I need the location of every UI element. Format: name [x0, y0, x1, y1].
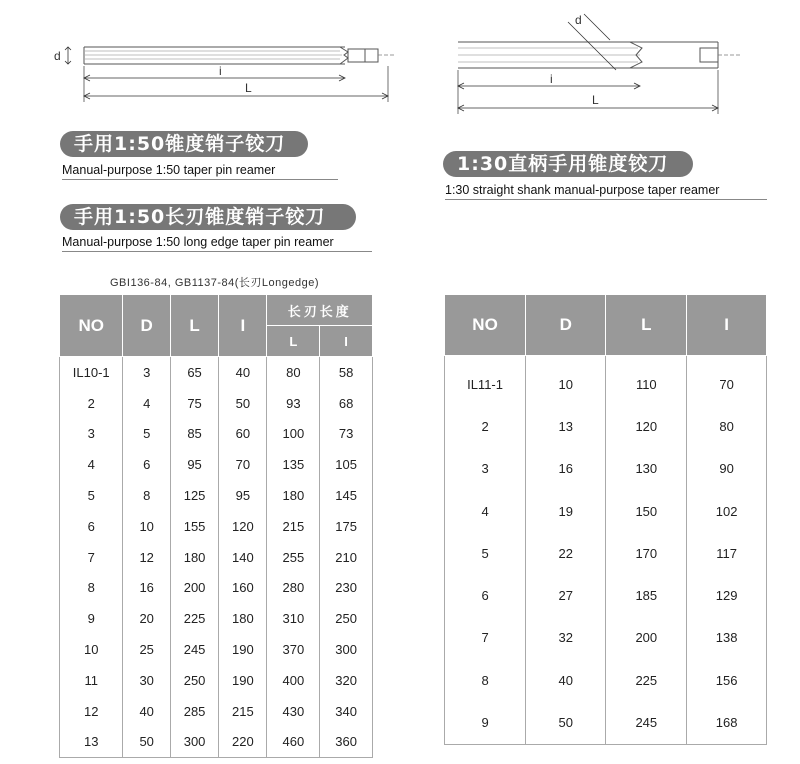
- left-drawing-d-label: d: [54, 49, 61, 63]
- table-cell: 168: [687, 701, 767, 744]
- table-cell: 40: [123, 696, 171, 727]
- left-title1-english: Manual-purpose 1:50 taper pin reamer: [62, 163, 338, 180]
- col-header-i: I: [687, 295, 767, 356]
- table-cell: 102: [687, 490, 767, 532]
- table-cell: 105: [320, 449, 373, 480]
- col-subheader-l: L: [267, 326, 320, 357]
- table-row: [60, 573, 373, 604]
- table-cell: 16: [123, 573, 171, 604]
- table-row: [445, 448, 767, 490]
- table-cell: 10: [123, 511, 171, 542]
- table-row: [60, 634, 373, 665]
- table-cell: 150: [606, 490, 687, 532]
- table-cell: 117: [687, 532, 767, 574]
- left-drawing-i-label: i: [219, 64, 222, 78]
- table-cell: 13: [60, 727, 123, 758]
- table-row: [60, 357, 373, 388]
- table-cell: 10: [60, 634, 123, 665]
- table-cell: 300: [320, 634, 373, 665]
- table-row: [445, 617, 767, 659]
- table-cell: 95: [170, 449, 218, 480]
- table-cell: 190: [219, 634, 267, 665]
- table-cell: 95: [219, 480, 267, 511]
- table-cell: 145: [320, 480, 373, 511]
- table-cell: 110: [606, 356, 687, 406]
- col-header-no: NO: [445, 295, 526, 356]
- table-cell: 4: [445, 490, 526, 532]
- table-cell: 340: [320, 696, 373, 727]
- table-cell: 3: [123, 357, 171, 388]
- table-cell: 5: [123, 419, 171, 450]
- table-cell: 245: [606, 701, 687, 744]
- table-cell: 200: [170, 573, 218, 604]
- table-cell: 73: [320, 419, 373, 450]
- table-cell: 5: [445, 532, 526, 574]
- table-cell: 360: [320, 727, 373, 758]
- table-cell: 245: [170, 634, 218, 665]
- table-cell: 5: [60, 480, 123, 511]
- table-cell: 300: [170, 727, 218, 758]
- standard-note: GBI136-84, GB1137-84(长刃Longedge): [110, 277, 320, 289]
- table-cell: 70: [687, 356, 767, 406]
- table-cell: 180: [170, 542, 218, 573]
- table-row: [445, 532, 767, 574]
- col-header-l: L: [606, 295, 687, 356]
- table-row: [60, 727, 373, 758]
- table-row: [445, 490, 767, 532]
- table-cell: 460: [267, 727, 320, 758]
- col-header-no: NO: [60, 295, 123, 357]
- table-cell: 50: [219, 388, 267, 419]
- right-reamer-drawing: [450, 8, 770, 122]
- table-cell: 200: [606, 617, 687, 659]
- table-cell: 68: [320, 388, 373, 419]
- table-cell: 138: [687, 617, 767, 659]
- table-cell: 190: [219, 665, 267, 696]
- table-cell: 100: [267, 419, 320, 450]
- table-cell: 215: [219, 696, 267, 727]
- right-spec-table: [444, 294, 767, 745]
- table-cell: 50: [123, 727, 171, 758]
- table-cell: 180: [267, 480, 320, 511]
- table-cell: 250: [320, 603, 373, 634]
- col-header-i: I: [219, 295, 267, 357]
- table-row: [60, 542, 373, 573]
- table-cell: 225: [170, 603, 218, 634]
- col-header-d: D: [526, 295, 606, 356]
- table-cell: 19: [526, 490, 606, 532]
- table-cell: 6: [445, 574, 526, 616]
- table-cell: IL10-1: [60, 357, 123, 388]
- table-cell: 90: [687, 448, 767, 490]
- table-cell: 6: [123, 449, 171, 480]
- table-row: [60, 388, 373, 419]
- table-cell: 6: [60, 511, 123, 542]
- table-cell: 3: [60, 419, 123, 450]
- table-cell: 156: [687, 659, 767, 701]
- table-cell: 225: [606, 659, 687, 701]
- table-cell: 7: [60, 542, 123, 573]
- table-cell: 140: [219, 542, 267, 573]
- table-cell: 4: [60, 449, 123, 480]
- table-cell: 12: [123, 542, 171, 573]
- table-row: [445, 405, 767, 447]
- table-row: [60, 603, 373, 634]
- table-cell: 175: [320, 511, 373, 542]
- table-cell: 27: [526, 574, 606, 616]
- table-cell: 400: [267, 665, 320, 696]
- table-cell: 285: [170, 696, 218, 727]
- right-title-english: 1:30 straight shank manual-purpose taper reamer: [445, 183, 767, 200]
- table-cell: 58: [320, 357, 373, 388]
- table-cell: 160: [219, 573, 267, 604]
- table-cell: 40: [219, 357, 267, 388]
- table-cell: 9: [60, 603, 123, 634]
- right-title-banner: 1:30直柄手用锥度铰刀: [443, 151, 693, 177]
- table-row: [60, 696, 373, 727]
- table-cell: IL11-1: [445, 356, 526, 406]
- right-drawing-d-label: d: [575, 13, 582, 27]
- table-cell: 220: [219, 727, 267, 758]
- table-cell: 65: [170, 357, 218, 388]
- left-spec-table: [59, 294, 373, 758]
- table-cell: 9: [445, 701, 526, 744]
- table-row: [445, 356, 767, 406]
- table-cell: 22: [526, 532, 606, 574]
- left-title2-english: Manual-purpose 1:50 long edge taper pin reamer: [62, 235, 372, 252]
- table-cell: 120: [219, 511, 267, 542]
- table-cell: 320: [320, 665, 373, 696]
- left-reamer-drawing: [40, 30, 400, 114]
- table-cell: 8: [60, 573, 123, 604]
- table-cell: 75: [170, 388, 218, 419]
- table-cell: 80: [267, 357, 320, 388]
- table-cell: 430: [267, 696, 320, 727]
- table-cell: 135: [267, 449, 320, 480]
- table-cell: 250: [170, 665, 218, 696]
- table-cell: 210: [320, 542, 373, 573]
- table-cell: 310: [267, 603, 320, 634]
- table-cell: 93: [267, 388, 320, 419]
- table-cell: 30: [123, 665, 171, 696]
- table-cell: 8: [445, 659, 526, 701]
- left-title1-banner: 手用1:50锥度销子铰刀: [60, 131, 308, 157]
- table-cell: 3: [445, 448, 526, 490]
- table-row: [445, 659, 767, 701]
- table-cell: 70: [219, 449, 267, 480]
- table-cell: 25: [123, 634, 171, 665]
- col-header-d: D: [123, 295, 171, 357]
- col-header-long-edge-length: 长刃长度: [267, 295, 373, 326]
- table-cell: 20: [123, 603, 171, 634]
- table-cell: 280: [267, 573, 320, 604]
- table-cell: 85: [170, 419, 218, 450]
- table-cell: 2: [60, 388, 123, 419]
- table-cell: 215: [267, 511, 320, 542]
- table-row: [445, 701, 767, 744]
- table-cell: 16: [526, 448, 606, 490]
- right-drawing-i-label: i: [550, 72, 553, 86]
- right-drawing-L-label: L: [592, 93, 599, 107]
- table-cell: 50: [526, 701, 606, 744]
- table-cell: 255: [267, 542, 320, 573]
- table-cell: 13: [526, 405, 606, 447]
- table-cell: 125: [170, 480, 218, 511]
- table-cell: 4: [123, 388, 171, 419]
- table-cell: 10: [526, 356, 606, 406]
- table-cell: 32: [526, 617, 606, 659]
- table-row: [60, 449, 373, 480]
- table-cell: 60: [219, 419, 267, 450]
- table-cell: 8: [123, 480, 171, 511]
- table-cell: 40: [526, 659, 606, 701]
- left-title2-banner: 手用1:50长刃锥度销子铰刀: [60, 204, 356, 230]
- table-cell: 129: [687, 574, 767, 616]
- table-cell: 155: [170, 511, 218, 542]
- table-row: [60, 480, 373, 511]
- table-row: [445, 574, 767, 616]
- left-drawing-L-label: L: [245, 81, 252, 95]
- table-cell: 185: [606, 574, 687, 616]
- table-cell: 180: [219, 603, 267, 634]
- table-row: [60, 511, 373, 542]
- table-cell: 230: [320, 573, 373, 604]
- table-cell: 12: [60, 696, 123, 727]
- table-cell: 370: [267, 634, 320, 665]
- table-cell: 11: [60, 665, 123, 696]
- col-header-l: L: [170, 295, 218, 357]
- table-row: [60, 419, 373, 450]
- table-cell: 80: [687, 405, 767, 447]
- table-cell: 120: [606, 405, 687, 447]
- table-cell: 7: [445, 617, 526, 659]
- table-row: [60, 665, 373, 696]
- table-cell: 170: [606, 532, 687, 574]
- table-cell: 130: [606, 448, 687, 490]
- col-subheader-i: I: [320, 326, 373, 357]
- table-cell: 2: [445, 405, 526, 447]
